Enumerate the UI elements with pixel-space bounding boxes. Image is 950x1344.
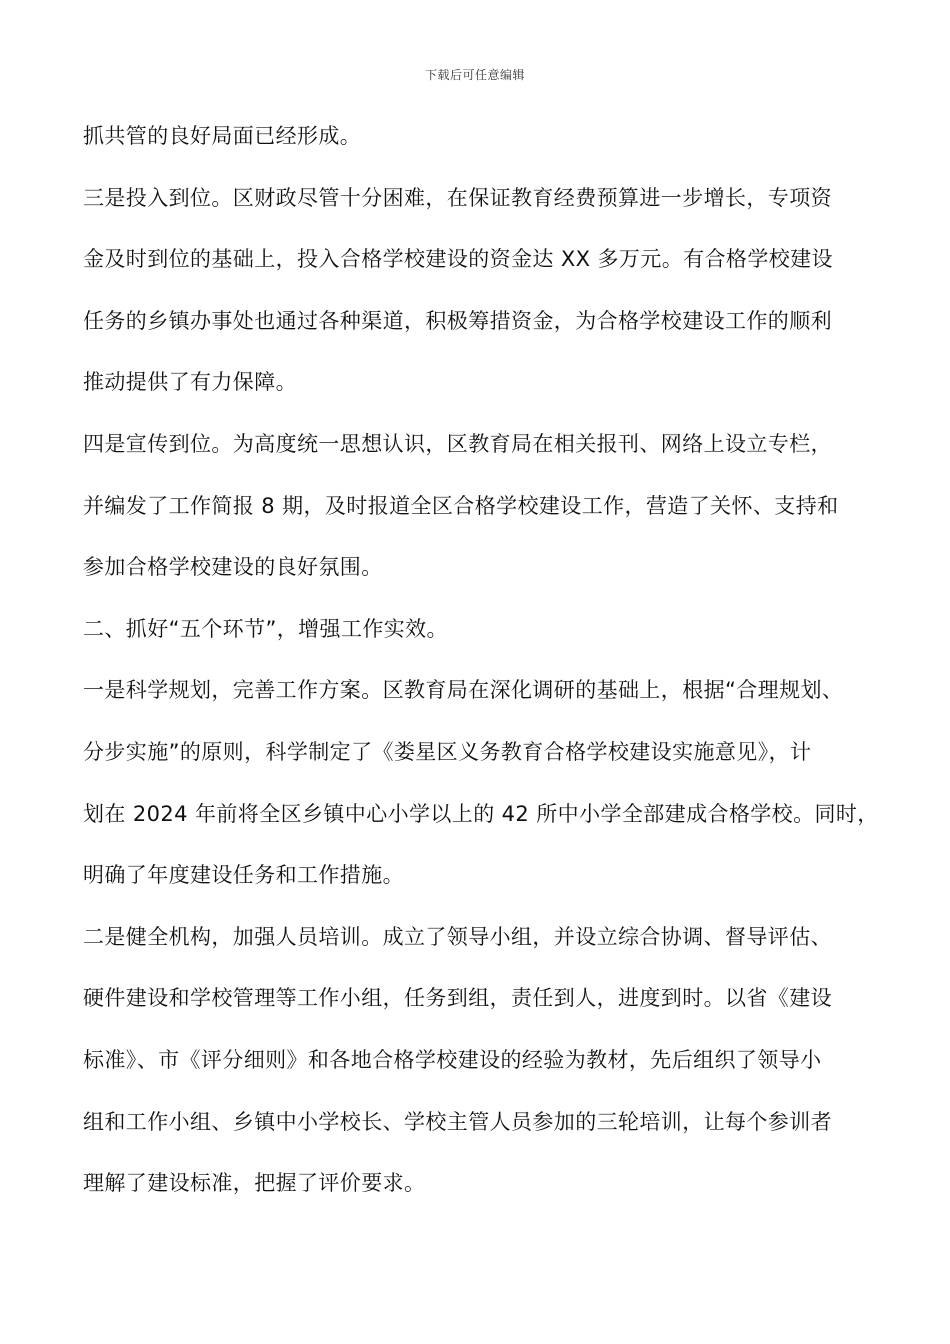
body-line: 分步实施”的原则，科学制定了《娄星区义务教育合格学校建设实施意见》，计 — [83, 739, 812, 764]
body-line: 推动提供了有力保障。 — [83, 370, 297, 395]
body-line: 抓共管的良好局面已经形成。 — [83, 124, 362, 148]
body-line: 理解了建设标准，把握了评价要求。 — [83, 1171, 426, 1196]
body-line: 任务的乡镇办事处也通过各种渠道，积极筹措资金，为合格学校建设工作的顺利 — [83, 308, 832, 333]
body-line: 参加合格学校建设的良好氛围。 — [83, 555, 383, 580]
body-line: 组和工作小组、乡镇中小学校长、学校主管人员参加的三轮培训，让每个参训者 — [83, 1109, 832, 1134]
body-line: 四是宣传到位。为高度统一思想认识，区教育局在相关报刊、网络上设立专栏， — [83, 431, 832, 456]
body-line: 二是健全机构，加强人员培训。成立了领导小组，并设立综合协调、督导评估、 — [83, 924, 832, 949]
body-line: 标准》、市《评分细则》和各地合格学校建设的经验为教材，先后组织了领导小 — [83, 1047, 822, 1072]
section-heading: 二、抓好“五个环节”，增强工作实效。 — [83, 616, 448, 641]
body-line: 划在 2024 年前将全区乡镇中心小学以上的 42 所中小学全部建成合格学校。同时， — [83, 801, 879, 826]
document-body — [83, 115, 883, 1224]
body-line: 明确了年度建设任务和工作措施。 — [83, 863, 404, 888]
body-line: 硬件建设和学校管理等工作小组，任务到组，责任到人，进度到时。以省《建设 — [83, 986, 832, 1011]
body-line: 三是投入到位。区财政尽管十分困难，在保证教育经费预算进一步增长，专项资 — [83, 185, 832, 210]
body-line: 并编发了工作简报 8 期，及时报道全区合格学校建设工作，营造了关怀、支持和 — [83, 493, 839, 518]
page-header-note: 下载后可任意编辑 — [424, 68, 525, 82]
body-line: 金及时到位的基础上，投入合格学校建设的资金达 XX 多万元。有合格学校建设 — [83, 247, 833, 272]
body-line: 一是科学规划，完善工作方案。区教育局在深化调研的基础上，根据“合理规划、 — [83, 678, 844, 703]
